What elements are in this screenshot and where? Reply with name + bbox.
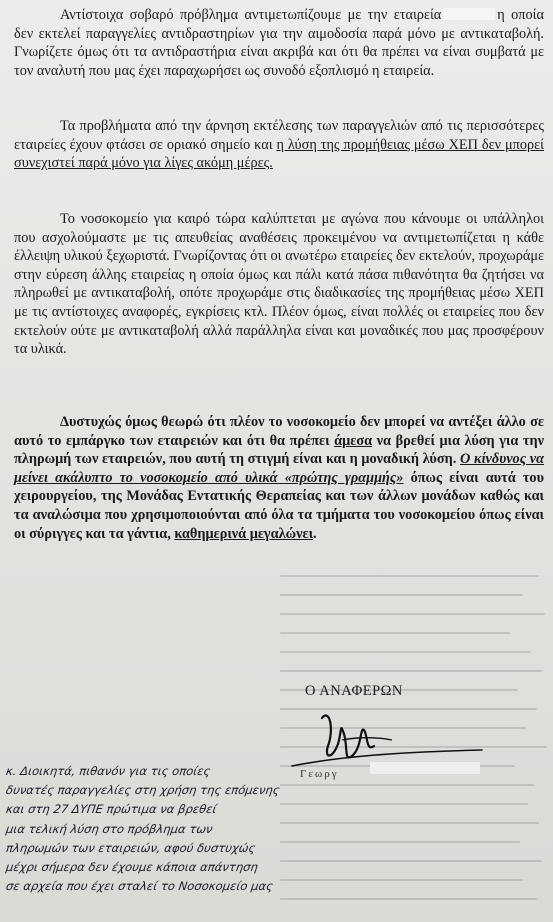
underlined-italic-text: Ο κίνδυνος να μείνει ακάλυπτο το νοσοκομείο από υλικά «πρώτης γραμμής» [14,451,544,486]
paragraph-text: Τα προβλήματα από την άρνηση εκτέλεσης των παραγγελιών από τις περισσότερες εταιρείες έχουν φτάσει σε οριακό σημείο και [14,118,544,153]
paragraph-conclusion [14,413,544,543]
redacted-company-name [443,8,495,20]
signatory-name: Γεωργ [300,768,339,780]
underlined-text: η λύση της προμήθειας μέσω ΧΕΠ δεν μπορεί συνεχιστεί παρά μόνο για λίγες ακόμη μέρες. [14,136,544,172]
note-line: και στη 27 ΔΥΠΕ πρώτιμα να βρεθεί [5,802,218,817]
underlined-text: καθημερινά μεγαλώνει [174,525,313,542]
handwritten-note [5,762,281,896]
note-line: πληρωμών των εταιρειών, αφού δυστυχώς [5,840,257,855]
paragraph-text: να βρεθεί μια λύση για την πληρωμή των εταιρειών, που αυτή τη στιγμή είναι και η μοναδική λύση. [14,432,545,468]
note-line: μια τελική λύση στο πρόβλημα των [5,821,214,836]
redacted-signatory-name [370,762,480,774]
note-line: μέχρι σήμερα δεν έχουμε κάποια απάντηση [5,860,259,875]
paragraph-text: . [313,525,317,542]
paragraph-text: Δυστυχώς όμως θεωρώ ότι πλέον το νοσοκομείο δεν μπορεί να αντέξει άλλο σε αυτό το εμπάργκο των εταιρειών και ότι θα πρέπει [14,414,544,449]
note-line: σε αρχεία που έχει σταλεί το Νοσοκομείο μας [5,879,274,894]
paragraph-text: όπως είναι αυτά του χειρουργείου, της Μονάδας Εντατικής Θεραπείας και των άλλων μονάδων καθώς και τα αναλώσιμα που χρησιμοποιούνται από όλα τα τμήματα του νοσοκομείου όπως είναι οι σύριγγες και τα γάντια, [14,469,545,542]
signatory-title: Ο ΑΝΑΦΕΡΩΝ [305,683,403,699]
underlined-text: άμεσα [334,432,373,449]
paragraph-text: Αντίστοιχα σοβαρό πρόβλημα αντιμετωπίζουμε με την εταιρεία [60,7,442,23]
paragraph-text: η οποία δεν εκτελεί παραγγελίες αντιδραστηρίων για την αιμοδοσία παρά μόνο με αντικαταβολή. Γνωρίζετε όμως ότι τα αντιδραστήρια είναι ακριβά και ότι θα πρέπει να είναι συμβατά με τον αναλυτή που μας έχει παραχωρήσει ως συνοδό εξοπλισμό η εταιρεία. [14,7,544,79]
note-line: κ. Διοικητά, πιθανόν για τις οποίες [5,764,212,778]
paragraph-orders-problem [14,117,544,173]
note-line: δυνατές παραγγελίες στη χρήση της επόμενης [5,783,281,798]
paragraph-reagents [14,6,544,80]
paragraph-hospital-coverage: Το νοσοκομείο για καιρό τώρα καλύπτεται με αγώνα που κάνουμε οι υπάλληλοι που ασχολούμαστε με τις απευθείας αναθέσεις προκειμένου να αντιμετωπίζεται η κάθε έλλειψη υλικού ξεχωριστά. Γνωρίζοντας ότι οι ανωτέρω εταιρείες δεν εκτελούν, προχωράμε στην εύρεση άλλης εταιρείας η οποία όμως και πάλι κατά πάσα πιθανότητα θα ζητήσει να πληρωθεί με αντικαταβολή, οπότε προχωράμε στις διαδικασίες της προμήθειας μέσω ΧΕΠ με τις αντίστοιχες αναφορές, εγκρίσεις κτλ. Πλέον όμως, είναι πολλές οι εταιρείες που δεν εκτελούν ούτε με αντικαταβολή αλλά παράλληλα είναι και μοναδικές που μας προσφέρουν τα υλικά. [14,211,544,358]
